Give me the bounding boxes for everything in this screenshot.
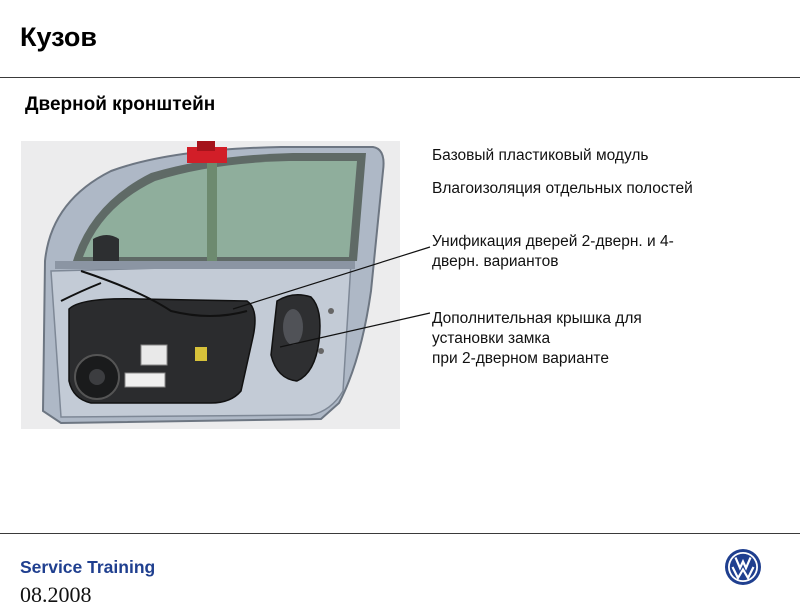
vw-logo-icon (724, 548, 762, 586)
footer-brand: Service Training (20, 557, 156, 577)
footer-divider (0, 533, 800, 534)
callout-moisture-isolation: Влагоизоляция отдельных полостей (432, 180, 693, 197)
door-module-photo (21, 141, 400, 429)
callout-lock-cover: Дополнительная крышка для установки замка при 2-дверном варианте (432, 310, 642, 367)
slide-subtitle: Дверной кронштейн (25, 94, 216, 115)
car-door-module-photo-icon (21, 141, 400, 429)
header-divider (0, 77, 800, 78)
callout-door-unification: Унификация дверей 2-дверн. и 4- дверн. вариантов (432, 233, 674, 270)
footer-date: 08.2008 (20, 582, 92, 607)
callout-base-module: Базовый пластиковый модуль (432, 147, 649, 164)
slide-title: Кузов (20, 22, 97, 52)
